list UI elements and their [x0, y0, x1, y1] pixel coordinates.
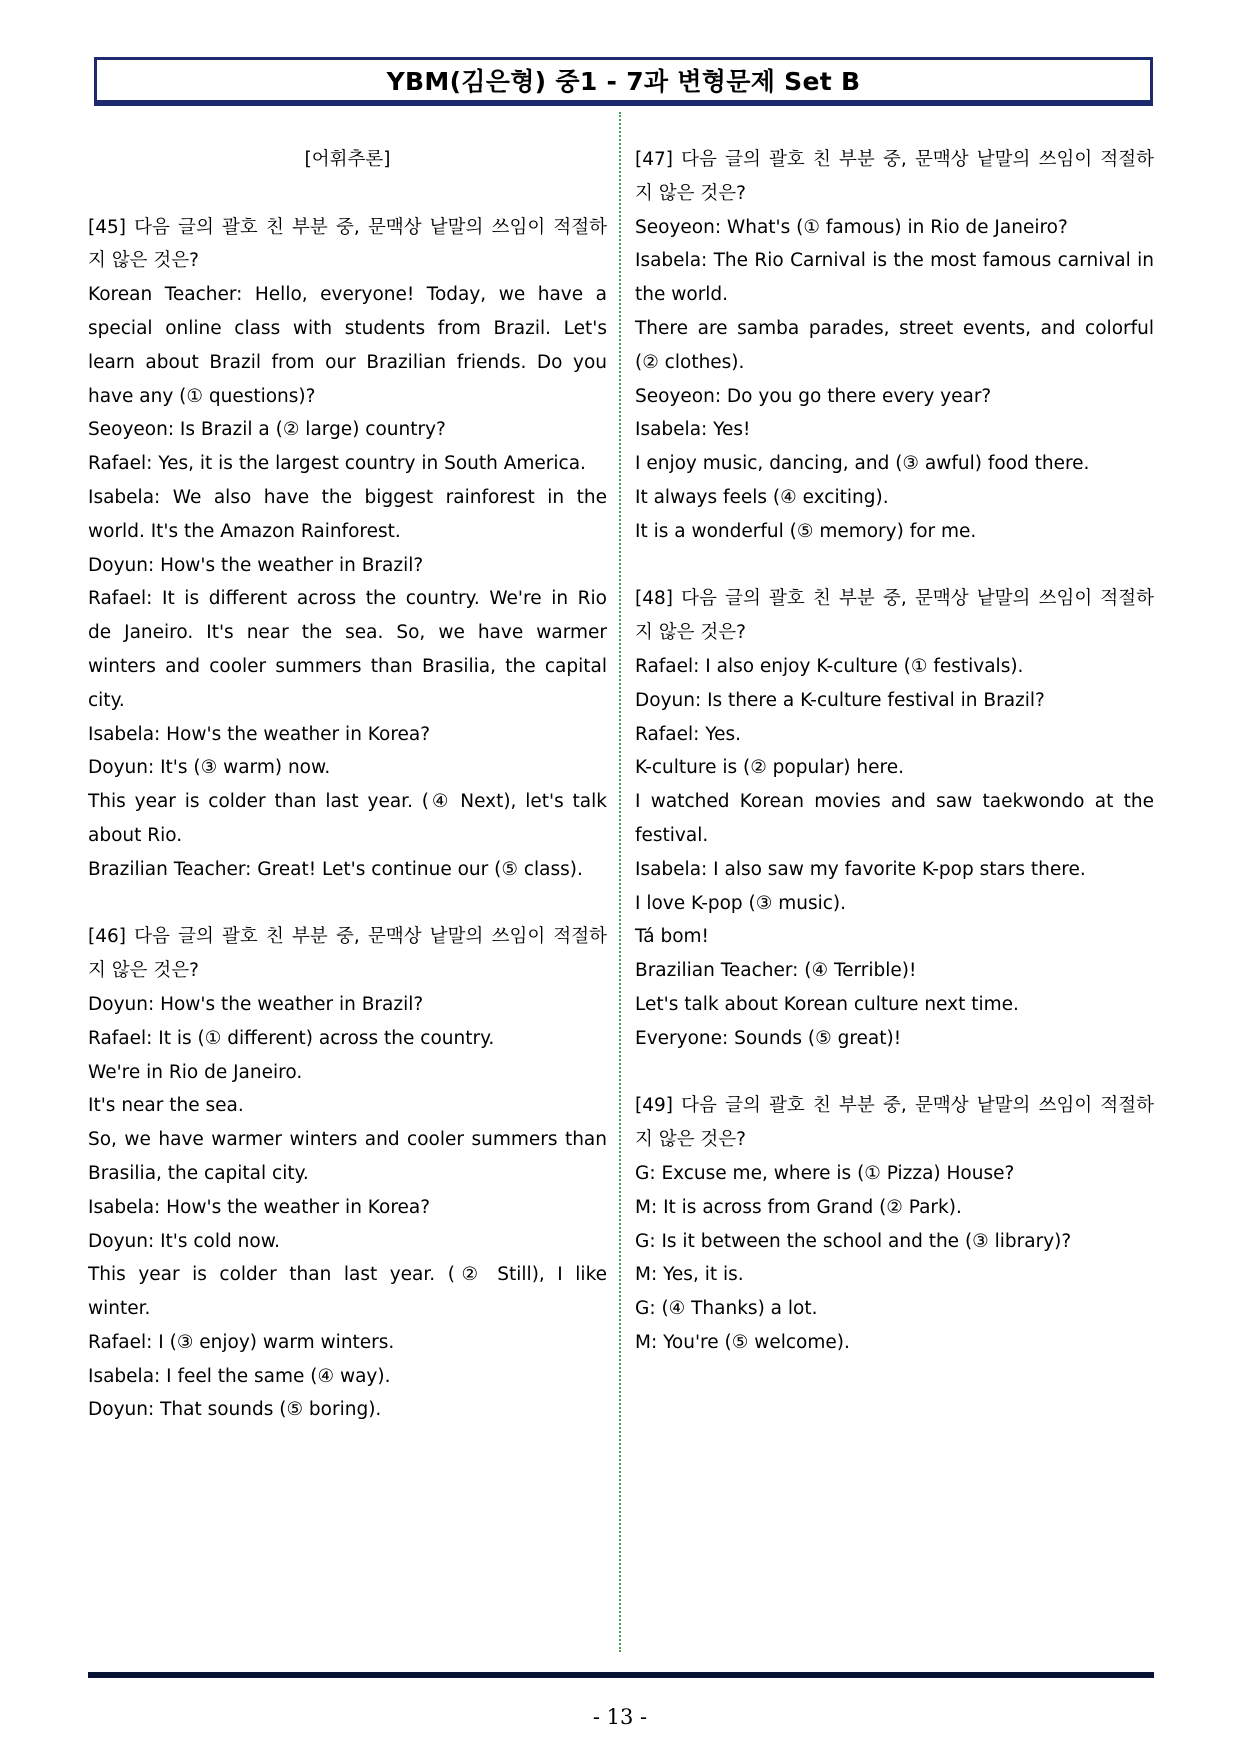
passage-line: I love K-pop (③ music). — [635, 892, 847, 914]
passage-line: have any (① questions)? — [88, 385, 316, 407]
passage-line: M: You're (⑤ welcome). — [635, 1331, 850, 1353]
passage-line: Isabela: How's the weather in Korea? — [88, 723, 431, 745]
passage-line: Rafael: Yes. — [635, 723, 742, 745]
passage-line: We're in Rio de Janeiro. — [88, 1061, 303, 1083]
passage-line: Isabela: We also have the biggest rainforest in the — [88, 486, 607, 508]
passage-line: (② clothes). — [635, 351, 745, 373]
passage-line: Tá bom! — [635, 926, 709, 948]
passage-line: I watched Korean movies and saw taekwondo at the — [635, 791, 1154, 813]
passage-line: Rafael: It is different across the country. We're in Rio — [88, 588, 607, 610]
passage-line: G: Is it between the school and the (③ library)? — [635, 1230, 1072, 1252]
passage-line: Isabela: I feel the same (④ way). — [88, 1365, 391, 1387]
passage-line: Isabela: The Rio Carnival is the most famous carnival in — [635, 250, 1154, 272]
footer-rule — [88, 1672, 1154, 1678]
passage-line: Seoyeon: What's (① famous) in Rio de Janeiro? — [635, 216, 1068, 238]
question-stem: 지 않은 것은? — [635, 1129, 746, 1151]
passage-line: Seoyeon: Do you go there every year? — [635, 385, 992, 407]
passage-line: learn about Brazil from our Brazilian friends. Do you — [88, 351, 607, 373]
left-column — [88, 143, 607, 1427]
passage-line: city. — [88, 689, 125, 711]
passage-line: I enjoy music, dancing, and (③ awful) food there. — [635, 453, 1090, 475]
passage-line: Rafael: I also enjoy K-culture (① festivals). — [635, 655, 1024, 677]
passage-line: Rafael: It is (① different) across the country. — [88, 1027, 495, 1049]
question-stem: [49] 다음 글의 괄호 친 부분 중, 문맥상 낱말의 쓰임이 적절하 — [635, 1095, 1154, 1117]
passage-line: G: Excuse me, where is (① Pizza) House? — [635, 1162, 1015, 1184]
passage-line: Isabela: I also saw my favorite K-pop stars there. — [635, 858, 1086, 880]
passage-line: It's near the sea. — [88, 1095, 244, 1117]
passage-line: K-culture is (② popular) here. — [635, 757, 904, 779]
passage-line: It is a wonderful (⑤ memory) for me. — [635, 520, 977, 542]
passage-line: Brazilian Teacher: Great! Let's continue our (⑤ class). — [88, 858, 583, 880]
passage-line: Doyun: Is there a K-culture festival in Brazil? — [635, 689, 1045, 711]
question-stem: 지 않은 것은? — [635, 622, 746, 644]
page-number: - 13 - — [592, 1705, 648, 1729]
passage-line: Rafael: Yes, it is the largest country in South America. — [88, 453, 586, 475]
passage-line: Doyun: How's the weather in Brazil? — [88, 554, 424, 576]
page-title: YBM(김은형) 중1 - 7과 변형문제 Set B — [94, 57, 1153, 103]
passage-line: Isabela: Yes! — [635, 419, 751, 441]
question-49 — [635, 1089, 1154, 1359]
passage-line: special online class with students from Brazil. Let's — [88, 317, 607, 339]
passage-line: Seoyeon: Is Brazil a (② large) country? — [88, 419, 446, 441]
question-48 — [635, 582, 1154, 1055]
passage-line: So, we have warmer winters and cooler summers than — [88, 1129, 607, 1151]
passage-line: de Janeiro. It's near the sea. So, we have warmer — [88, 622, 607, 644]
passage-line: winter. — [88, 1298, 151, 1320]
question-46 — [88, 920, 607, 1427]
passage-line: Doyun: It's (③ warm) now. — [88, 757, 331, 779]
passage-line: Brasilia, the capital city. — [88, 1162, 309, 1184]
passage-line: about Rio. — [88, 824, 183, 846]
passage-line: Brazilian Teacher: (④ Terrible)! — [635, 960, 917, 982]
passage-line: This year is colder than last year. (④ Next), let's talk — [88, 791, 607, 813]
question-stem: 지 않은 것은? — [88, 960, 199, 982]
passage-line: Doyun: That sounds (⑤ boring). — [88, 1399, 382, 1421]
passage-line: Korean Teacher: Hello, everyone! Today, we have a — [88, 284, 607, 306]
right-column — [635, 143, 1154, 1360]
question-stem: 지 않은 것은? — [635, 182, 746, 204]
passage-line: Doyun: How's the weather in Brazil? — [88, 993, 424, 1015]
question-stem: [46] 다음 글의 괄호 친 부분 중, 문맥상 낱말의 쓰임이 적절하 — [88, 926, 607, 948]
question-47 — [635, 143, 1154, 549]
passage-line: Let's talk about Korean culture next time. — [635, 993, 1019, 1015]
question-stem: [45] 다음 글의 괄호 친 부분 중, 문맥상 낱말의 쓰임이 적절하 — [88, 216, 607, 238]
question-stem: [47] 다음 글의 괄호 친 부분 중, 문맥상 낱말의 쓰임이 적절하 — [635, 149, 1154, 170]
question-45 — [88, 211, 607, 887]
passage-line: Rafael: I (③ enjoy) warm winters. — [88, 1331, 395, 1353]
question-stem: [48] 다음 글의 괄호 친 부분 중, 문맥상 낱말의 쓰임이 적절하 — [635, 588, 1154, 610]
passage-line: M: It is across from Grand (② Park). — [635, 1196, 962, 1218]
section-label: [어휘추론] — [304, 149, 391, 170]
passage-line: It always feels (④ exciting). — [635, 486, 889, 508]
passage-line: Doyun: It's cold now. — [88, 1230, 281, 1252]
passage-line: G: (④ Thanks) a lot. — [635, 1298, 818, 1320]
passage-line: winters and cooler summers than Brasilia, the capital — [88, 655, 607, 677]
passage-line: There are samba parades, street events, and colorful — [635, 317, 1154, 339]
passage-line: Everyone: Sounds (⑤ great)! — [635, 1027, 902, 1049]
passage-line: world. It's the Amazon Rainforest. — [88, 520, 401, 542]
passage-line: the world. — [635, 284, 729, 306]
passage-line: festival. — [635, 824, 709, 846]
passage-line: This year is colder than last year. (② Still), I like — [88, 1264, 607, 1286]
column-divider — [619, 112, 621, 1652]
passage-line: M: Yes, it is. — [635, 1264, 744, 1286]
passage-line: Isabela: How's the weather in Korea? — [88, 1196, 431, 1218]
question-stem: 지 않은 것은? — [88, 250, 199, 272]
